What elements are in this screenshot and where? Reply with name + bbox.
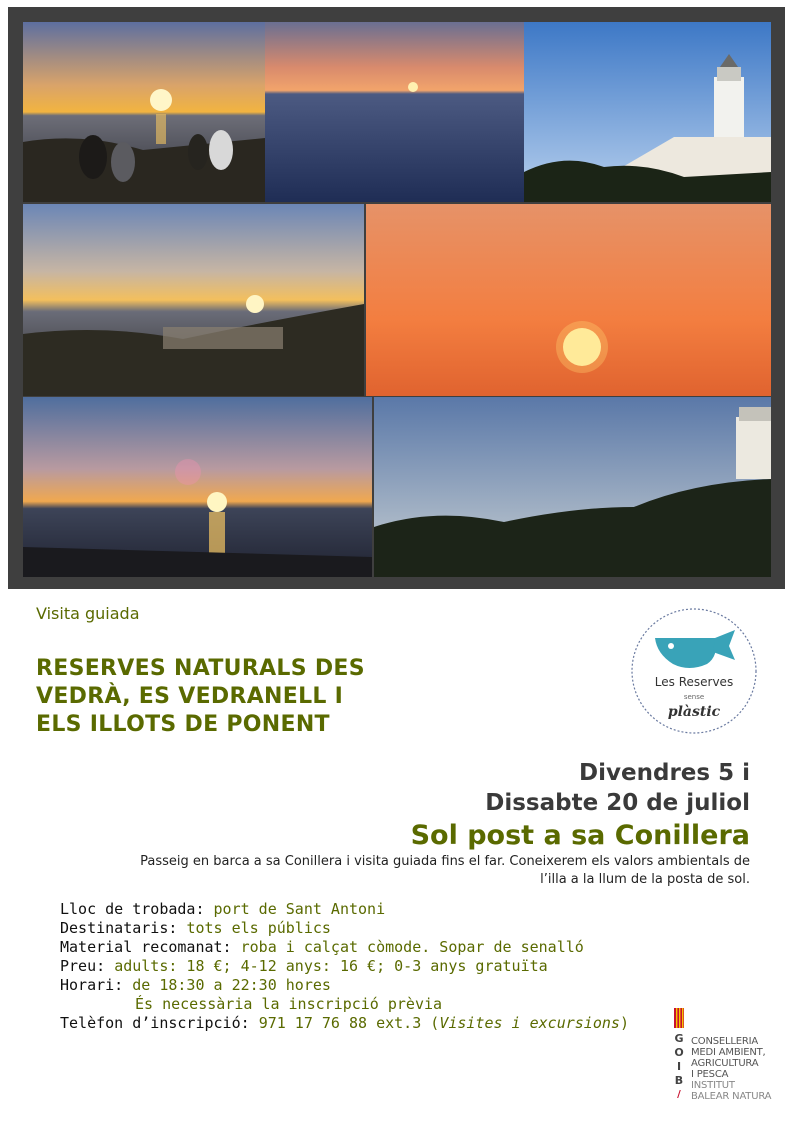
event-description bbox=[50, 853, 750, 889]
goib-line: INSTITUT bbox=[691, 1080, 735, 1091]
event-title: Sol post a sa Conillera bbox=[410, 820, 750, 851]
info-label: Material recomanat: bbox=[60, 938, 232, 956]
sunset-photo bbox=[23, 204, 364, 396]
goib-line: I PESCA bbox=[691, 1069, 729, 1080]
sunset-photo bbox=[23, 22, 265, 202]
info-meeting-point bbox=[60, 900, 660, 919]
page-title bbox=[36, 655, 456, 739]
photo-collage bbox=[8, 7, 785, 589]
info-value: de 18:30 a 22:30 hores bbox=[132, 976, 331, 994]
event-info bbox=[60, 900, 660, 1033]
logo-line-2: sense bbox=[683, 693, 705, 701]
phone-department: Visites i excursions bbox=[439, 1014, 620, 1032]
goib-logo bbox=[673, 1008, 773, 1106]
reserves-sense-plastic-logo bbox=[629, 606, 759, 736]
info-schedule bbox=[60, 976, 660, 995]
phone-close: ) bbox=[619, 1014, 629, 1032]
date-line-1: Divendres 5 i bbox=[579, 760, 750, 786]
goib-letters bbox=[673, 1032, 685, 1102]
info-label: Lloc de trobada: bbox=[60, 900, 205, 918]
info-label: Preu: bbox=[60, 957, 106, 975]
title-line: ELS ILLOTS DE PONENT bbox=[36, 712, 330, 737]
description-line: l’illa a la llum de la posta de sol. bbox=[540, 872, 750, 887]
goib-letter: O bbox=[674, 1046, 684, 1059]
info-phone bbox=[60, 1014, 660, 1033]
info-price bbox=[60, 957, 660, 976]
goib-line: BALEAR NATURA bbox=[691, 1091, 772, 1102]
goib-line: CONSELLERIA bbox=[691, 1036, 758, 1047]
goib-letter: B bbox=[674, 1074, 684, 1087]
info-value: adults: 18 €; 4-12 anys: 16 €; 0-3 anys gratuïta bbox=[114, 957, 548, 975]
sunset-photo bbox=[366, 204, 771, 396]
sunset-photo bbox=[265, 22, 524, 202]
info-value: roba i calçat còmode. Sopar de senalló bbox=[240, 938, 584, 956]
description-line: Passeig en barca a sa Conillera i visita guiada fins el far. Coneixerem els valors ambientals de bbox=[140, 854, 750, 869]
info-value: tots els públics bbox=[186, 919, 331, 937]
logo-line-1: Les Reserves bbox=[654, 675, 734, 689]
goib-letter: I bbox=[676, 1060, 682, 1073]
goib-slash-icon: / bbox=[677, 1089, 681, 1100]
lighthouse-photo bbox=[524, 22, 771, 202]
goib-line: MEDI AMBIENT, bbox=[691, 1047, 766, 1058]
info-value: port de Sant Antoni bbox=[213, 900, 386, 918]
event-dates bbox=[411, 758, 750, 854]
goib-shield-icon bbox=[674, 1008, 684, 1028]
goib-line: AGRICULTURA bbox=[691, 1058, 759, 1069]
sunset-photo bbox=[23, 397, 372, 577]
date-line-2: Dissabte 20 de juliol bbox=[485, 790, 750, 816]
info-label: Horari: bbox=[60, 976, 124, 994]
event-type-label: Visita guiada bbox=[36, 604, 140, 623]
phone-number: 971 17 76 88 ext.3 ( bbox=[258, 1014, 440, 1032]
info-material bbox=[60, 938, 660, 957]
logo-line-3: plàstic bbox=[667, 704, 721, 720]
lighthouse-photo bbox=[374, 397, 771, 577]
info-label: Destinataris: bbox=[60, 919, 178, 937]
goib-text bbox=[691, 1036, 771, 1102]
registration-note: És necessària la inscripció prèvia bbox=[135, 995, 443, 1013]
title-line: RESERVES NATURALS DES bbox=[36, 656, 365, 681]
info-audience bbox=[60, 919, 660, 938]
info-label: Telèfon d’inscripció: bbox=[60, 1014, 250, 1032]
goib-letter: G bbox=[674, 1032, 684, 1045]
title-line: VEDRÀ, ES VEDRANELL I bbox=[36, 684, 344, 709]
